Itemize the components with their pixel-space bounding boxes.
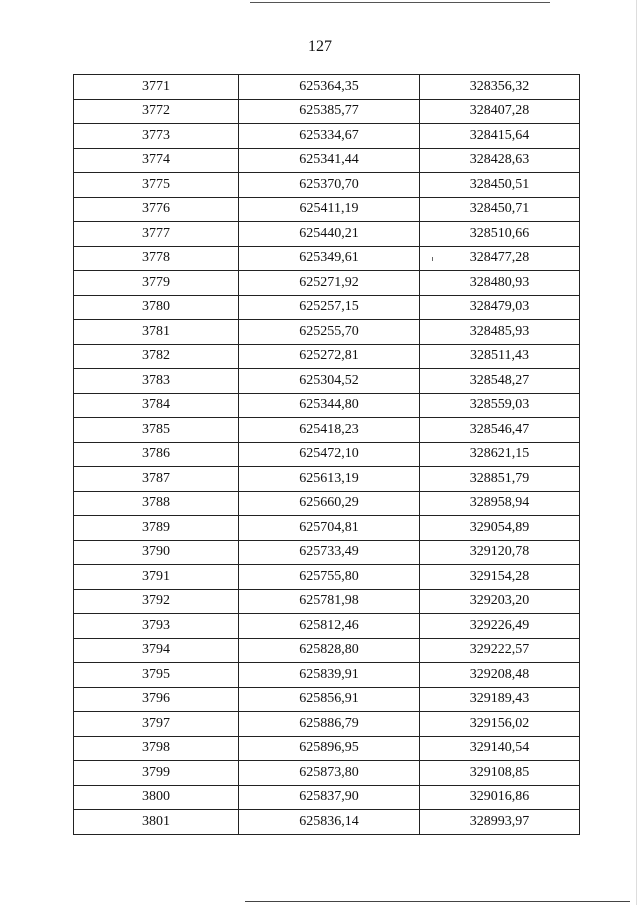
table-row: [74, 124, 580, 149]
y-coordinate-cell: 328958,94: [420, 491, 580, 516]
y-coordinate-cell: 329222,57: [420, 638, 580, 663]
point-number-cell: 3774: [74, 148, 239, 173]
x-coordinate-cell: 625257,15: [239, 295, 420, 320]
point-number-cell: 3801: [74, 810, 239, 835]
x-coordinate-cell: 625873,80: [239, 761, 420, 786]
y-coordinate-cell: 328450,51: [420, 173, 580, 198]
x-coordinate-cell: 625440,21: [239, 222, 420, 247]
point-number-cell: 3788: [74, 491, 239, 516]
point-number-cell: 3792: [74, 589, 239, 614]
point-number-cell: 3800: [74, 785, 239, 810]
x-coordinate-cell: 625272,81: [239, 344, 420, 369]
y-coordinate-cell: 328450,71: [420, 197, 580, 222]
table-row: [74, 638, 580, 663]
point-number-cell: 3793: [74, 614, 239, 639]
y-coordinate-cell: 328480,93: [420, 271, 580, 296]
x-coordinate-cell: 625418,23: [239, 418, 420, 443]
point-number-cell: 3777: [74, 222, 239, 247]
point-number-cell: 3794: [74, 638, 239, 663]
table-row: [74, 565, 580, 590]
y-coordinate-cell: 329140,54: [420, 736, 580, 761]
scan-edge-right: [636, 0, 637, 905]
table-row: [74, 344, 580, 369]
table-row: [74, 614, 580, 639]
point-number-cell: 3797: [74, 712, 239, 737]
y-coordinate-cell: 329054,89: [420, 516, 580, 541]
x-coordinate-cell: 625472,10: [239, 442, 420, 467]
point-number-cell: 3775: [74, 173, 239, 198]
x-coordinate-cell: 625837,90: [239, 785, 420, 810]
x-coordinate-cell: 625341,44: [239, 148, 420, 173]
table-row: [74, 736, 580, 761]
scan-edge-top: [250, 2, 550, 3]
table-row: [74, 589, 580, 614]
table-row: [74, 369, 580, 394]
x-coordinate-cell: 625370,70: [239, 173, 420, 198]
table-row: [74, 516, 580, 541]
x-coordinate-cell: 625755,80: [239, 565, 420, 590]
y-coordinate-cell: 328428,63: [420, 148, 580, 173]
x-coordinate-cell: 625704,81: [239, 516, 420, 541]
x-coordinate-cell: 625839,91: [239, 663, 420, 688]
point-number-cell: 3772: [74, 99, 239, 124]
y-coordinate-cell: 329120,78: [420, 540, 580, 565]
y-coordinate-cell: 329226,49: [420, 614, 580, 639]
point-number-cell: 3773: [74, 124, 239, 149]
point-number-cell: 3780: [74, 295, 239, 320]
x-coordinate-cell: 625613,19: [239, 467, 420, 492]
coordinates-table: [73, 74, 580, 835]
x-coordinate-cell: 625733,49: [239, 540, 420, 565]
table-row: [74, 222, 580, 247]
table-row: [74, 540, 580, 565]
table-row: [74, 442, 580, 467]
x-coordinate-cell: 625344,80: [239, 393, 420, 418]
table-row: [74, 712, 580, 737]
table-row: [74, 663, 580, 688]
x-coordinate-cell: 625828,80: [239, 638, 420, 663]
y-coordinate-cell: 329208,48: [420, 663, 580, 688]
y-coordinate-cell: 328356,32: [420, 75, 580, 100]
y-coordinate-cell: 328510,66: [420, 222, 580, 247]
table-row: [74, 295, 580, 320]
point-number-cell: 3791: [74, 565, 239, 590]
x-coordinate-cell: 625660,29: [239, 491, 420, 516]
x-coordinate-cell: 625896,95: [239, 736, 420, 761]
point-number-cell: 3790: [74, 540, 239, 565]
point-number-cell: 3771: [74, 75, 239, 100]
table-row: [74, 75, 580, 100]
x-coordinate-cell: 625856,91: [239, 687, 420, 712]
point-number-cell: 3783: [74, 369, 239, 394]
table-row: [74, 197, 580, 222]
point-number-cell: 3786: [74, 442, 239, 467]
y-coordinate-cell: 328621,15: [420, 442, 580, 467]
table-row: [74, 467, 580, 492]
x-coordinate-cell: 625385,77: [239, 99, 420, 124]
y-coordinate-cell: 328511,43: [420, 344, 580, 369]
y-coordinate-cell: 328485,93: [420, 320, 580, 345]
table-row: [74, 785, 580, 810]
table-row: [74, 393, 580, 418]
table-row: [74, 810, 580, 835]
point-number-cell: 3798: [74, 736, 239, 761]
y-coordinate-cell: 328851,79: [420, 467, 580, 492]
x-coordinate-cell: 625349,61: [239, 246, 420, 271]
x-coordinate-cell: 625781,98: [239, 589, 420, 614]
x-coordinate-cell: 625886,79: [239, 712, 420, 737]
y-coordinate-cell: 329154,28: [420, 565, 580, 590]
y-coordinate-cell: 329189,43: [420, 687, 580, 712]
point-number-cell: 3796: [74, 687, 239, 712]
y-coordinate-cell: 328477,28: [420, 246, 580, 271]
scan-edge-bottom: [245, 901, 630, 902]
table-row: [74, 320, 580, 345]
y-coordinate-cell: 328548,27: [420, 369, 580, 394]
point-number-cell: 3795: [74, 663, 239, 688]
x-coordinate-cell: 625812,46: [239, 614, 420, 639]
y-coordinate-cell: 328479,03: [420, 295, 580, 320]
table-row: [74, 99, 580, 124]
y-coordinate-cell: 329016,86: [420, 785, 580, 810]
point-number-cell: 3776: [74, 197, 239, 222]
y-coordinate-cell: 329108,85: [420, 761, 580, 786]
point-number-cell: 3787: [74, 467, 239, 492]
y-coordinate-cell: 329156,02: [420, 712, 580, 737]
page-number: 127: [308, 38, 332, 55]
y-coordinate-cell: 328415,64: [420, 124, 580, 149]
coordinates-table-body: [74, 75, 580, 835]
y-coordinate-cell: 329203,20: [420, 589, 580, 614]
y-coordinate-cell: 328407,28: [420, 99, 580, 124]
x-coordinate-cell: 625411,19: [239, 197, 420, 222]
table-row: [74, 491, 580, 516]
y-coordinate-cell: 328546,47: [420, 418, 580, 443]
x-coordinate-cell: 625364,35: [239, 75, 420, 100]
point-number-cell: 3789: [74, 516, 239, 541]
point-number-cell: 3799: [74, 761, 239, 786]
y-coordinate-cell: 328559,03: [420, 393, 580, 418]
x-coordinate-cell: 625255,70: [239, 320, 420, 345]
point-number-cell: 3782: [74, 344, 239, 369]
table-row: [74, 687, 580, 712]
point-number-cell: 3778: [74, 246, 239, 271]
table-row: [74, 148, 580, 173]
table-row: [74, 761, 580, 786]
x-coordinate-cell: 625836,14: [239, 810, 420, 835]
y-coordinate-cell: 328993,97: [420, 810, 580, 835]
table-row: [74, 271, 580, 296]
table-row: [74, 418, 580, 443]
scan-speck: [432, 257, 433, 261]
x-coordinate-cell: 625271,92: [239, 271, 420, 296]
point-number-cell: 3779: [74, 271, 239, 296]
point-number-cell: 3784: [74, 393, 239, 418]
x-coordinate-cell: 625304,52: [239, 369, 420, 394]
point-number-cell: 3781: [74, 320, 239, 345]
table-row: [74, 173, 580, 198]
table-row: [74, 246, 580, 271]
point-number-cell: 3785: [74, 418, 239, 443]
x-coordinate-cell: 625334,67: [239, 124, 420, 149]
